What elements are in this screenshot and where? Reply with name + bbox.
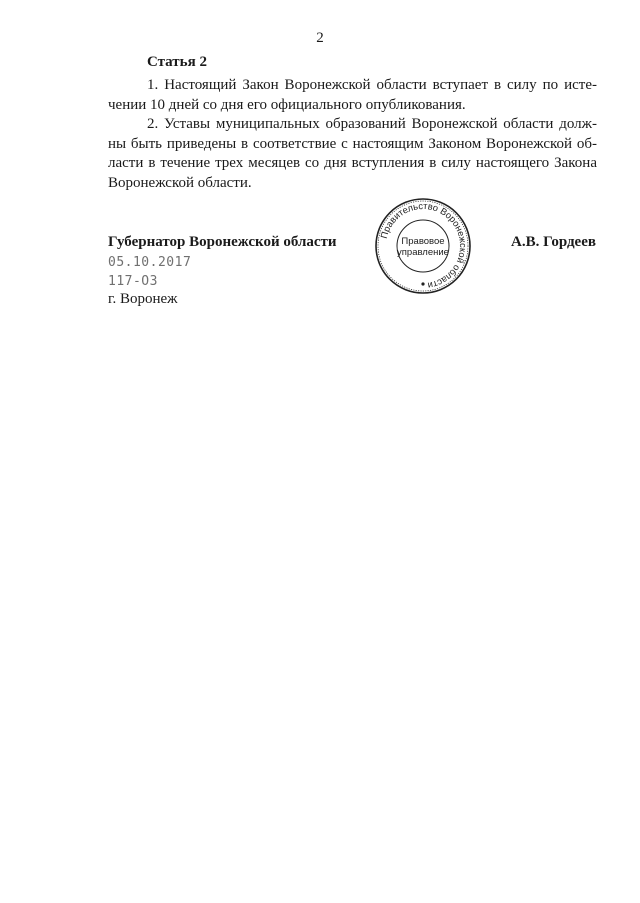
seal-dot-icon (421, 282, 424, 285)
article-title: Статья 2 (147, 54, 207, 70)
registration-date: 05.10.2017 (108, 255, 192, 270)
seal-center-line-1: Правовое (401, 236, 445, 247)
seal-center-line-2: управление (397, 247, 449, 258)
paragraph-2-line-1: 2. Уставы муниципальных образований Воронежской области долж- (147, 116, 597, 132)
article-body (108, 76, 597, 193)
paragraph-2-line-3: ласти в течение трех месяцев со дня вступления в силу настоящего Закона (108, 155, 597, 171)
page-number: 2 (316, 30, 324, 46)
paragraph-2-line-2: ны быть приведены в соответствие с настоящим Законом Воронежской об- (108, 135, 597, 152)
paragraph-1-line-1: 1. Настоящий Закон Воронежской области вступает в силу по исте- (147, 77, 597, 93)
registration-number: 117-ОЗ (108, 274, 158, 289)
signer-name: А.В. Гордеев (511, 234, 596, 250)
paragraph-1-line-2: чении 10 дней со дня его официального опубликования. (108, 96, 466, 113)
paragraph-2-line-4: Воронежской области. (108, 174, 252, 191)
seal-ring-text: Правительство Воронежской области (378, 200, 469, 291)
signing-city: г. Воронеж (108, 291, 178, 307)
official-seal (373, 196, 473, 296)
governor-title: Губернатор Воронежской области (108, 234, 337, 250)
